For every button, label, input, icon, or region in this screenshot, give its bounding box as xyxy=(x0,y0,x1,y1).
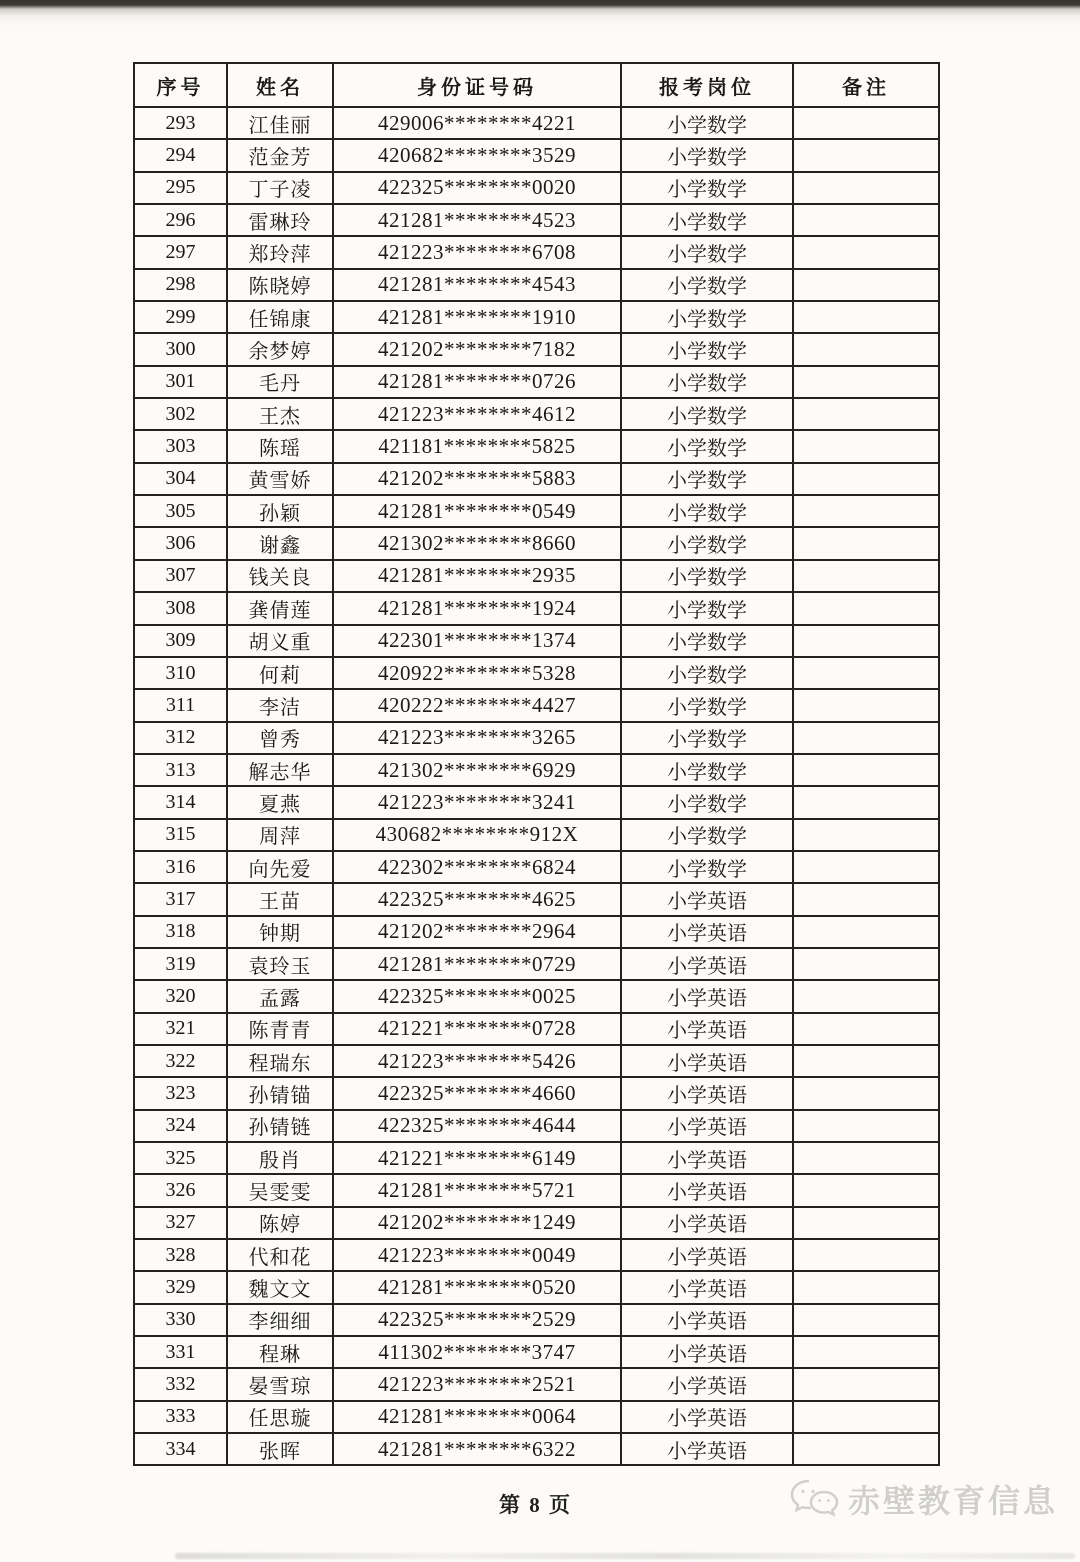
table-row xyxy=(134,333,939,365)
cell-name: 胡义重 xyxy=(227,625,333,657)
cell-remark xyxy=(793,527,939,559)
cell-name: 王苗 xyxy=(227,883,333,915)
cell-position: 小学数学 xyxy=(621,495,793,527)
cell-id_number: 421281********4543 xyxy=(333,269,621,301)
cell-position: 小学数学 xyxy=(621,754,793,786)
cell-name: 郑玲萍 xyxy=(227,236,333,268)
cell-name: 周萍 xyxy=(227,819,333,851)
cell-name: 陈青青 xyxy=(227,1013,333,1045)
table-row xyxy=(134,916,939,948)
cell-remark xyxy=(793,948,939,980)
table-row xyxy=(134,301,939,333)
cell-name: 张晖 xyxy=(227,1433,333,1465)
cell-id_number: 421281********0549 xyxy=(333,495,621,527)
cell-serial: 308 xyxy=(134,592,227,624)
table-row xyxy=(134,689,939,721)
cell-id_number: 421302********8660 xyxy=(333,527,621,559)
cell-id_number: 422325********4625 xyxy=(333,883,621,915)
cell-id_number: 420922********5328 xyxy=(333,657,621,689)
cell-position: 小学英语 xyxy=(621,1045,793,1077)
candidates-table xyxy=(133,62,940,1466)
cell-remark xyxy=(793,1271,939,1303)
cell-serial: 316 xyxy=(134,851,227,883)
cell-id_number: 421202********5883 xyxy=(333,463,621,495)
cell-serial: 318 xyxy=(134,916,227,948)
header-position: 报考岗位 xyxy=(621,63,793,107)
cell-name: 任锦康 xyxy=(227,301,333,333)
table-row xyxy=(134,754,939,786)
cell-id_number: 421302********6929 xyxy=(333,754,621,786)
table-row xyxy=(134,625,939,657)
cell-id_number: 421223********3265 xyxy=(333,722,621,754)
cell-remark xyxy=(793,851,939,883)
header-name: 姓名 xyxy=(227,63,333,107)
cell-id_number: 421223********0049 xyxy=(333,1239,621,1271)
cell-remark xyxy=(793,1045,939,1077)
table-row xyxy=(134,560,939,592)
cell-position: 小学数学 xyxy=(621,333,793,365)
cell-position: 小学数学 xyxy=(621,301,793,333)
cell-name: 夏燕 xyxy=(227,786,333,818)
cell-remark xyxy=(793,980,939,1012)
cell-id_number: 421221********0728 xyxy=(333,1013,621,1045)
watermark-text: 赤壁教育信息 xyxy=(847,1483,1058,1519)
table-row xyxy=(134,1401,939,1433)
cell-position: 小学英语 xyxy=(621,1239,793,1271)
cell-id_number: 421223********4612 xyxy=(333,398,621,430)
cell-position: 小学数学 xyxy=(621,204,793,236)
cell-position: 小学英语 xyxy=(621,948,793,980)
table-row xyxy=(134,1433,939,1465)
cell-serial: 313 xyxy=(134,754,227,786)
table-row xyxy=(134,1271,939,1303)
cell-position: 小学数学 xyxy=(621,430,793,462)
cell-name: 陈晓婷 xyxy=(227,269,333,301)
cell-id_number: 422325********4644 xyxy=(333,1110,621,1142)
cell-remark xyxy=(793,204,939,236)
cell-id_number: 421281********5721 xyxy=(333,1174,621,1206)
table-row xyxy=(134,1142,939,1174)
cell-serial: 298 xyxy=(134,269,227,301)
cell-remark xyxy=(793,819,939,851)
scan-smudge xyxy=(175,1553,1075,1559)
cell-name: 孙锖锚 xyxy=(227,1077,333,1109)
cell-name: 钱关良 xyxy=(227,560,333,592)
cell-name: 李细细 xyxy=(227,1304,333,1336)
cell-position: 小学数学 xyxy=(621,851,793,883)
cell-name: 晏雪琼 xyxy=(227,1368,333,1400)
cell-position: 小学数学 xyxy=(621,107,793,139)
cell-id_number: 421223********2521 xyxy=(333,1368,621,1400)
cell-position: 小学数学 xyxy=(621,819,793,851)
cell-remark xyxy=(793,333,939,365)
cell-id_number: 420222********4427 xyxy=(333,689,621,721)
cell-serial: 324 xyxy=(134,1110,227,1142)
cell-remark xyxy=(793,463,939,495)
cell-name: 黄雪娇 xyxy=(227,463,333,495)
cell-serial: 294 xyxy=(134,139,227,171)
table-row xyxy=(134,657,939,689)
cell-position: 小学英语 xyxy=(621,1271,793,1303)
cell-serial: 323 xyxy=(134,1077,227,1109)
table-row xyxy=(134,1013,939,1045)
cell-position: 小学数学 xyxy=(621,236,793,268)
cell-position: 小学数学 xyxy=(621,625,793,657)
cell-id_number: 421281********1910 xyxy=(333,301,621,333)
table-row xyxy=(134,1336,939,1368)
cell-serial: 331 xyxy=(134,1336,227,1368)
cell-serial: 317 xyxy=(134,883,227,915)
cell-name: 李洁 xyxy=(227,689,333,721)
cell-serial: 303 xyxy=(134,430,227,462)
table-row xyxy=(134,236,939,268)
cell-remark xyxy=(793,301,939,333)
table-row xyxy=(134,527,939,559)
cell-name: 孙颖 xyxy=(227,495,333,527)
cell-remark xyxy=(793,722,939,754)
cell-serial: 310 xyxy=(134,657,227,689)
table-row xyxy=(134,883,939,915)
cell-name: 龚倩莲 xyxy=(227,592,333,624)
table-row xyxy=(134,1110,939,1142)
cell-name: 吴雯雯 xyxy=(227,1174,333,1206)
cell-remark xyxy=(793,172,939,204)
header-serial: 序号 xyxy=(134,63,227,107)
cell-serial: 320 xyxy=(134,980,227,1012)
cell-remark xyxy=(793,430,939,462)
table-row xyxy=(134,1077,939,1109)
cell-id_number: 421202********1249 xyxy=(333,1207,621,1239)
cell-id_number: 421223********5426 xyxy=(333,1045,621,1077)
cell-serial: 321 xyxy=(134,1013,227,1045)
table-row xyxy=(134,172,939,204)
cell-id_number: 422325********0025 xyxy=(333,980,621,1012)
cell-serial: 302 xyxy=(134,398,227,430)
table-row xyxy=(134,786,939,818)
cell-serial: 325 xyxy=(134,1142,227,1174)
table-row xyxy=(134,366,939,398)
cell-id_number: 421281********2935 xyxy=(333,560,621,592)
cell-position: 小学数学 xyxy=(621,172,793,204)
table-row xyxy=(134,430,939,462)
cell-position: 小学数学 xyxy=(621,786,793,818)
cell-name: 王杰 xyxy=(227,398,333,430)
cell-remark xyxy=(793,1239,939,1271)
cell-serial: 314 xyxy=(134,786,227,818)
cell-position: 小学英语 xyxy=(621,883,793,915)
cell-position: 小学数学 xyxy=(621,366,793,398)
cell-remark xyxy=(793,269,939,301)
cell-remark xyxy=(793,236,939,268)
cell-position: 小学数学 xyxy=(621,139,793,171)
cell-id_number: 421281********6322 xyxy=(333,1433,621,1465)
cell-position: 小学数学 xyxy=(621,657,793,689)
cell-name: 毛丹 xyxy=(227,366,333,398)
scan-edge-top xyxy=(0,0,1080,34)
table-row xyxy=(134,948,939,980)
cell-id_number: 411302********3747 xyxy=(333,1336,621,1368)
cell-remark xyxy=(793,1433,939,1465)
cell-serial: 300 xyxy=(134,333,227,365)
cell-position: 小学数学 xyxy=(621,592,793,624)
cell-serial: 299 xyxy=(134,301,227,333)
cell-id_number: 421223********6708 xyxy=(333,236,621,268)
cell-serial: 312 xyxy=(134,722,227,754)
cell-serial: 327 xyxy=(134,1207,227,1239)
cell-position: 小学数学 xyxy=(621,722,793,754)
cell-serial: 305 xyxy=(134,495,227,527)
cell-position: 小学数学 xyxy=(621,463,793,495)
cell-remark xyxy=(793,689,939,721)
table-row xyxy=(134,722,939,754)
cell-name: 何莉 xyxy=(227,657,333,689)
table-row xyxy=(134,204,939,236)
cell-remark xyxy=(793,916,939,948)
cell-position: 小学数学 xyxy=(621,689,793,721)
cell-name: 魏文文 xyxy=(227,1271,333,1303)
cell-serial: 328 xyxy=(134,1239,227,1271)
cell-name: 曾秀 xyxy=(227,722,333,754)
cell-id_number: 421281********0520 xyxy=(333,1271,621,1303)
cell-id_number: 420682********3529 xyxy=(333,139,621,171)
cell-serial: 332 xyxy=(134,1368,227,1400)
cell-id_number: 421181********5825 xyxy=(333,430,621,462)
cell-position: 小学数学 xyxy=(621,560,793,592)
cell-id_number: 421202********7182 xyxy=(333,333,621,365)
cell-position: 小学英语 xyxy=(621,1013,793,1045)
table-row xyxy=(134,495,939,527)
cell-serial: 330 xyxy=(134,1304,227,1336)
cell-position: 小学数学 xyxy=(621,269,793,301)
cell-position: 小学数学 xyxy=(621,527,793,559)
cell-serial: 304 xyxy=(134,463,227,495)
cell-name: 任思璇 xyxy=(227,1401,333,1433)
cell-position: 小学英语 xyxy=(621,1401,793,1433)
cell-remark xyxy=(793,1174,939,1206)
cell-remark xyxy=(793,1401,939,1433)
cell-id_number: 422301********1374 xyxy=(333,625,621,657)
table-row xyxy=(134,819,939,851)
table-row xyxy=(134,139,939,171)
cell-id_number: 421202********2964 xyxy=(333,916,621,948)
cell-remark xyxy=(793,139,939,171)
table-header-row xyxy=(134,63,939,107)
cell-name: 陈婷 xyxy=(227,1207,333,1239)
cell-remark xyxy=(793,398,939,430)
cell-id_number: 421281********0726 xyxy=(333,366,621,398)
table-row xyxy=(134,1174,939,1206)
cell-remark xyxy=(793,1368,939,1400)
cell-name: 孟露 xyxy=(227,980,333,1012)
cell-name: 向先爱 xyxy=(227,851,333,883)
cell-id_number: 421281********0729 xyxy=(333,948,621,980)
cell-id_number: 421281********1924 xyxy=(333,592,621,624)
cell-serial: 311 xyxy=(134,689,227,721)
cell-name: 程琳 xyxy=(227,1336,333,1368)
cell-remark xyxy=(793,495,939,527)
cell-serial: 315 xyxy=(134,819,227,851)
cell-name: 孙锖链 xyxy=(227,1110,333,1142)
cell-serial: 333 xyxy=(134,1401,227,1433)
cell-remark xyxy=(793,1013,939,1045)
header-id-number: 身份证号码 xyxy=(333,63,621,107)
cell-remark xyxy=(793,592,939,624)
table-row xyxy=(134,269,939,301)
cell-position: 小学英语 xyxy=(621,1433,793,1465)
table-row xyxy=(134,592,939,624)
cell-serial: 334 xyxy=(134,1433,227,1465)
cell-remark xyxy=(793,1336,939,1368)
table-row xyxy=(134,107,939,139)
cell-serial: 293 xyxy=(134,107,227,139)
cell-name: 江佳丽 xyxy=(227,107,333,139)
cell-position: 小学英语 xyxy=(621,916,793,948)
cell-remark xyxy=(793,1207,939,1239)
cell-serial: 306 xyxy=(134,527,227,559)
cell-id_number: 429006********4221 xyxy=(333,107,621,139)
cell-position: 小学英语 xyxy=(621,1304,793,1336)
page-number: 第 8 页 xyxy=(499,1493,572,1517)
cell-position: 小学英语 xyxy=(621,980,793,1012)
cell-serial: 309 xyxy=(134,625,227,657)
cell-serial: 296 xyxy=(134,204,227,236)
cell-serial: 319 xyxy=(134,948,227,980)
table-row xyxy=(134,1239,939,1271)
cell-remark xyxy=(793,657,939,689)
cell-id_number: 422302********6824 xyxy=(333,851,621,883)
cell-serial: 295 xyxy=(134,172,227,204)
cell-serial: 329 xyxy=(134,1271,227,1303)
table-row xyxy=(134,1304,939,1336)
cell-serial: 307 xyxy=(134,560,227,592)
table-row xyxy=(134,1045,939,1077)
cell-remark xyxy=(793,786,939,818)
cell-remark xyxy=(793,1077,939,1109)
cell-serial: 322 xyxy=(134,1045,227,1077)
cell-name: 钟期 xyxy=(227,916,333,948)
cell-remark xyxy=(793,366,939,398)
cell-remark xyxy=(793,1304,939,1336)
table-row xyxy=(134,1368,939,1400)
cell-remark xyxy=(793,107,939,139)
cell-position: 小学数学 xyxy=(621,398,793,430)
cell-name: 丁子凌 xyxy=(227,172,333,204)
cell-position: 小学英语 xyxy=(621,1077,793,1109)
table-row xyxy=(134,851,939,883)
cell-serial: 297 xyxy=(134,236,227,268)
cell-position: 小学英语 xyxy=(621,1368,793,1400)
cell-remark xyxy=(793,560,939,592)
cell-id_number: 422325********4660 xyxy=(333,1077,621,1109)
cell-position: 小学英语 xyxy=(621,1142,793,1174)
cell-serial: 301 xyxy=(134,366,227,398)
cell-id_number: 422325********0020 xyxy=(333,172,621,204)
cell-id_number: 421221********6149 xyxy=(333,1142,621,1174)
cell-id_number: 421223********3241 xyxy=(333,786,621,818)
cell-remark xyxy=(793,1110,939,1142)
header-remark: 备注 xyxy=(793,63,939,107)
cell-name: 代和花 xyxy=(227,1239,333,1271)
table-row xyxy=(134,1207,939,1239)
cell-remark xyxy=(793,1142,939,1174)
cell-name: 程瑞东 xyxy=(227,1045,333,1077)
cell-name: 解志华 xyxy=(227,754,333,786)
cell-remark xyxy=(793,625,939,657)
cell-name: 余梦婷 xyxy=(227,333,333,365)
cell-remark xyxy=(793,883,939,915)
cell-remark xyxy=(793,754,939,786)
cell-name: 谢鑫 xyxy=(227,527,333,559)
cell-name: 雷琳玲 xyxy=(227,204,333,236)
table-row xyxy=(134,463,939,495)
cell-name: 殷肖 xyxy=(227,1142,333,1174)
cell-position: 小学英语 xyxy=(621,1110,793,1142)
cell-position: 小学英语 xyxy=(621,1174,793,1206)
table-row xyxy=(134,398,939,430)
cell-position: 小学英语 xyxy=(621,1207,793,1239)
cell-name: 范金芳 xyxy=(227,139,333,171)
cell-id_number: 421281********0064 xyxy=(333,1401,621,1433)
cell-serial: 326 xyxy=(134,1174,227,1206)
cell-id_number: 430682********912X xyxy=(333,819,621,851)
table-row xyxy=(134,980,939,1012)
cell-id_number: 421281********4523 xyxy=(333,204,621,236)
cell-name: 袁玲玉 xyxy=(227,948,333,980)
cell-id_number: 422325********2529 xyxy=(333,1304,621,1336)
cell-name: 陈瑶 xyxy=(227,430,333,462)
cell-position: 小学英语 xyxy=(621,1336,793,1368)
